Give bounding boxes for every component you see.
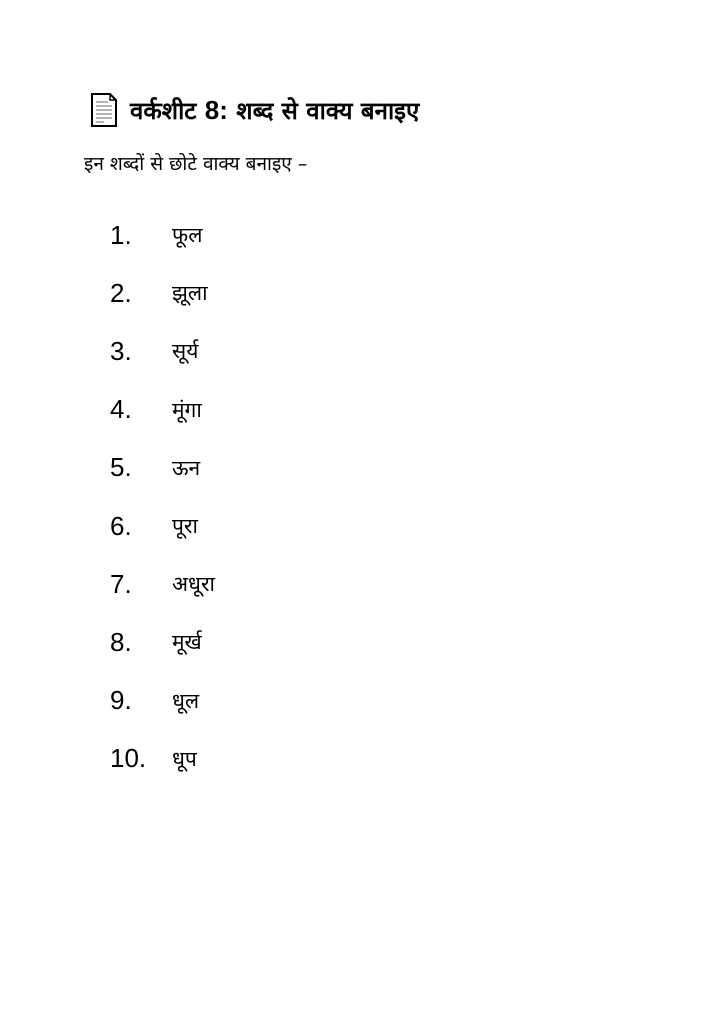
- title-suffix: शब्द से वाक्य बनाइए: [236, 96, 420, 125]
- list-item: [110, 264, 215, 322]
- item-word: सूर्य: [172, 339, 199, 364]
- title-prefix: वर्कशीट: [130, 96, 197, 125]
- item-number: 3.: [110, 335, 132, 366]
- document-icon: [90, 92, 118, 128]
- page-title: [130, 94, 419, 127]
- item-number: 4.: [110, 394, 132, 425]
- item-word: फूल: [172, 223, 203, 248]
- title-number: 8:: [204, 94, 228, 125]
- item-word: पूरा: [172, 514, 198, 539]
- item-number: 1.: [110, 219, 132, 250]
- list-item: [110, 206, 215, 264]
- item-word: मूंगा: [172, 397, 202, 422]
- word-list: [110, 206, 215, 788]
- item-word: धूप: [172, 746, 197, 771]
- worksheet-header: [90, 92, 419, 128]
- list-item: [110, 497, 215, 555]
- item-number: 10.: [110, 743, 147, 774]
- list-item: [110, 613, 215, 671]
- item-word: मूर्ख: [172, 630, 202, 655]
- item-number: 9.: [110, 685, 132, 716]
- item-number: 8.: [110, 626, 132, 657]
- item-number: 2.: [110, 277, 132, 308]
- item-word: धूल: [172, 688, 200, 713]
- list-item: [110, 730, 215, 788]
- item-word: अधूरा: [172, 572, 215, 597]
- item-word: झूला: [172, 281, 208, 306]
- list-item: [110, 555, 215, 613]
- instruction-text: इन शब्दों से छोटे वाक्य बनाइए –: [84, 153, 308, 175]
- item-number: 5.: [110, 452, 132, 483]
- item-number: 7.: [110, 568, 132, 599]
- list-item: [110, 381, 215, 439]
- list-item: [110, 672, 215, 730]
- item-word: ऊन: [172, 455, 201, 480]
- list-item: [110, 439, 215, 497]
- item-number: 6.: [110, 510, 132, 541]
- list-item: [110, 322, 215, 380]
